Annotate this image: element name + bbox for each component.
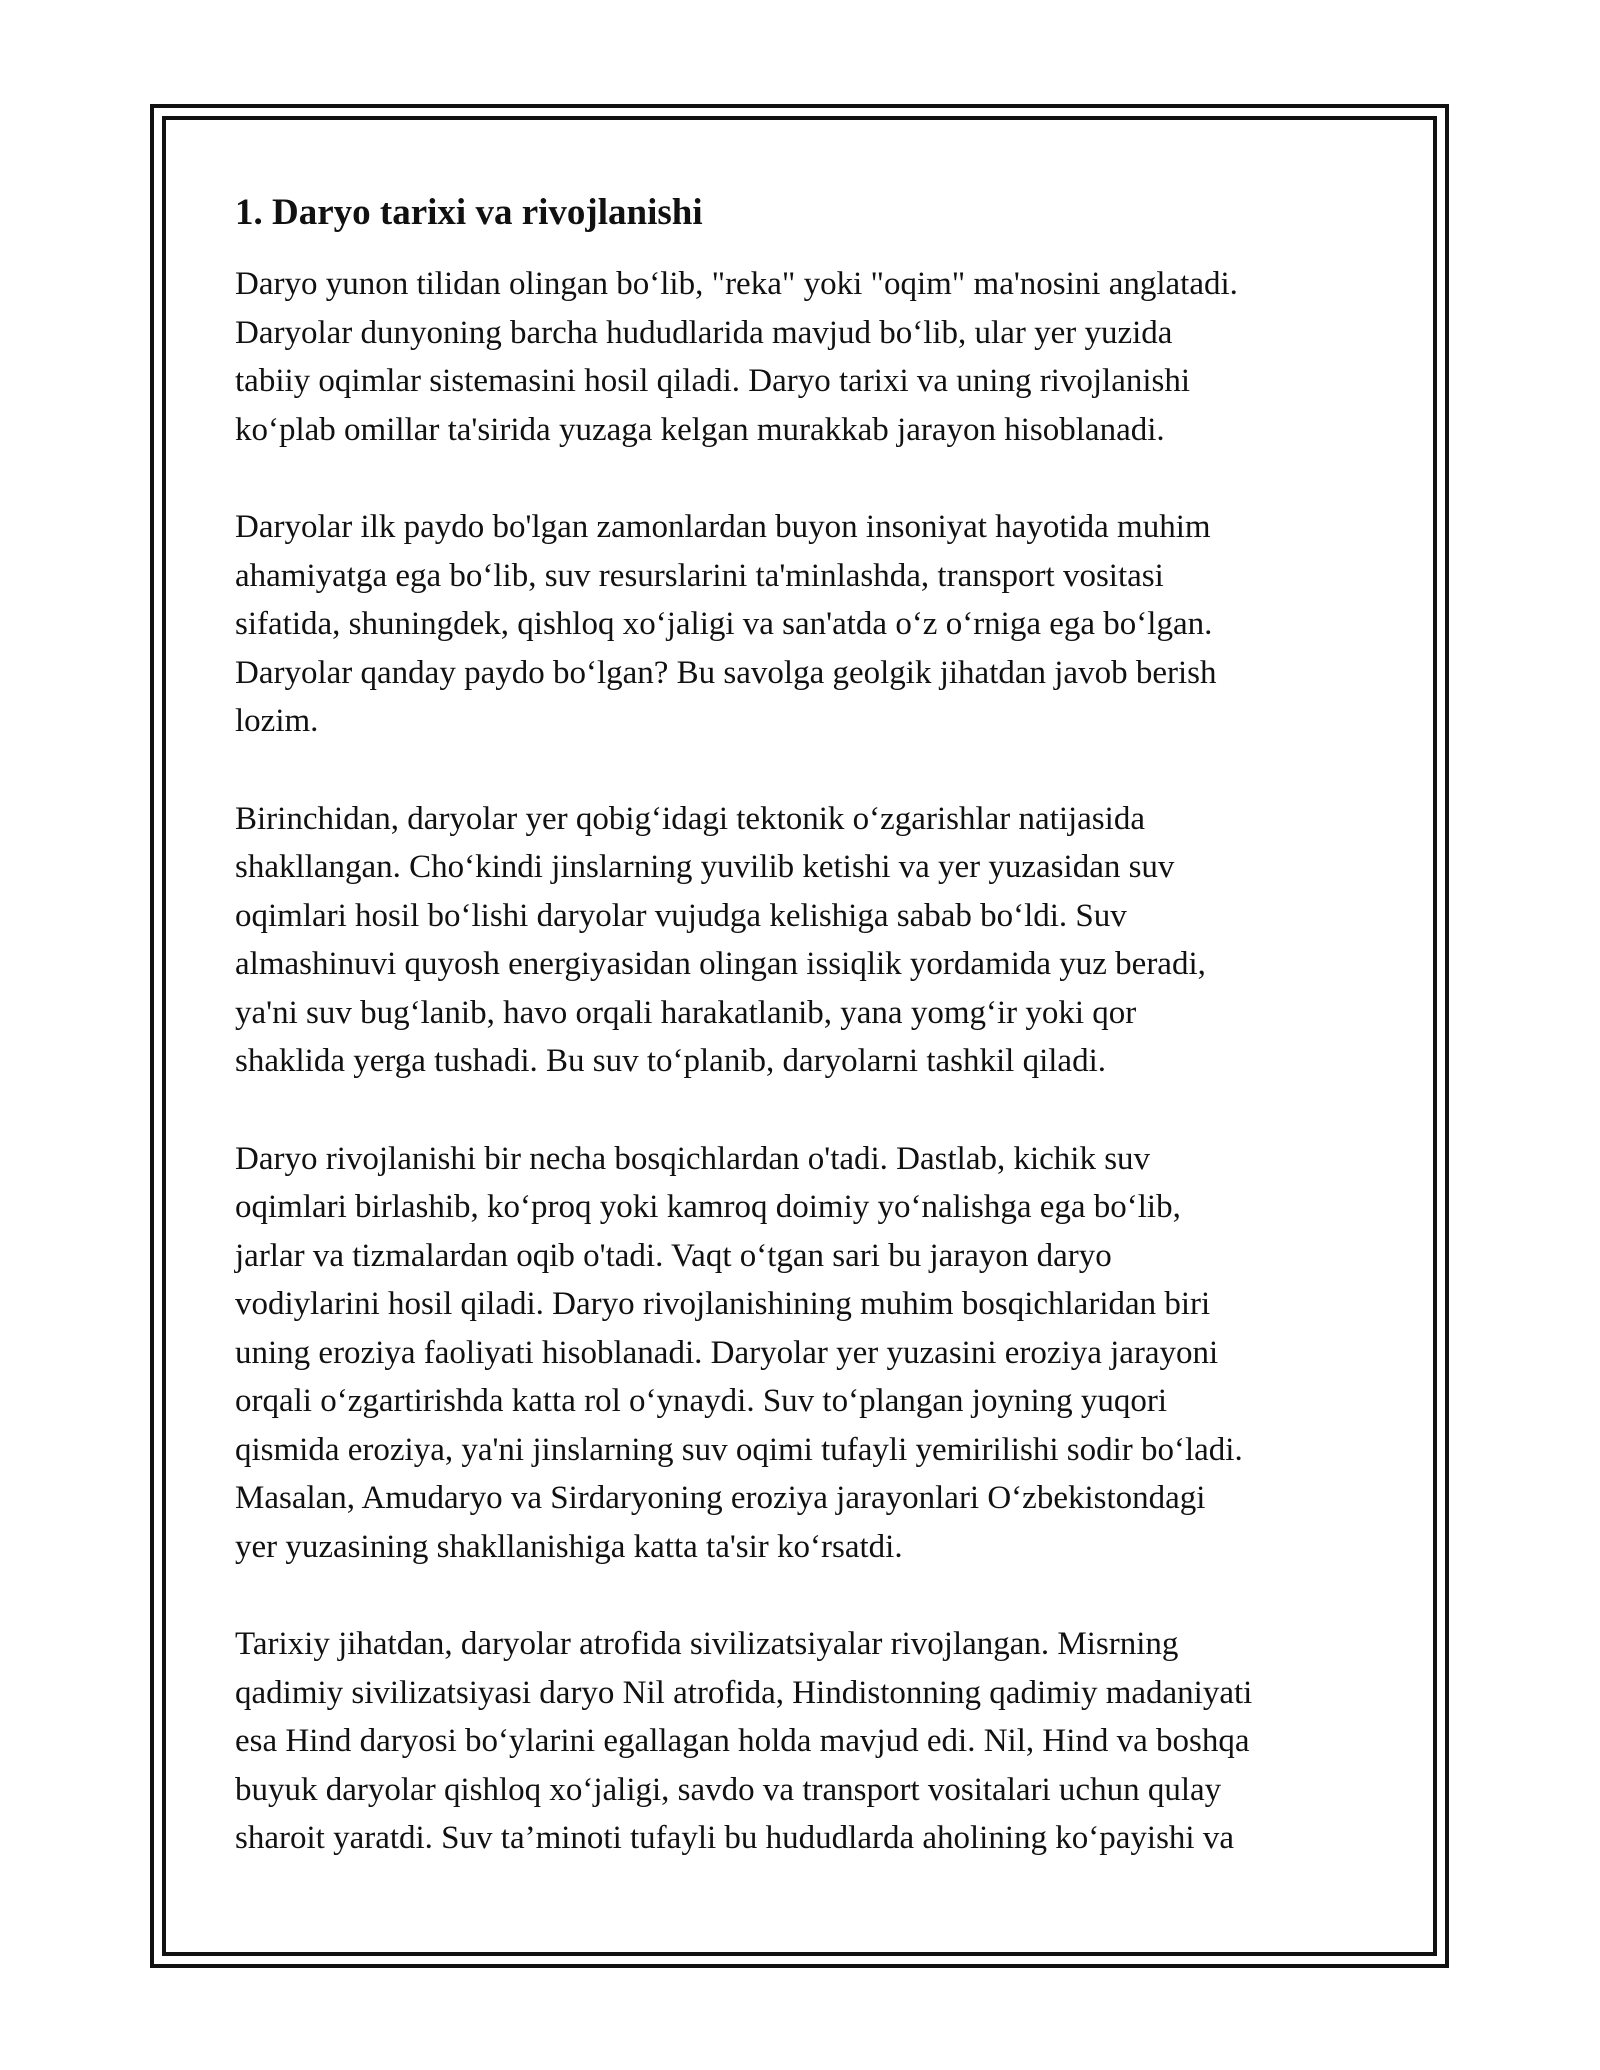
paragraph-line: buyuk daryolar qishloq xo‘jaligi, savdo va transport vositalari uchun qulay <box>235 1771 1222 1808</box>
paragraph-line: Daryo rivojlanishi bir necha bosqichlardan o'tadi. Dastlab, kichik suv <box>235 1140 1151 1177</box>
paragraph-line: Tarixiy jihatdan, daryolar atrofida sivilizatsiyalar rivojlangan. Misrning <box>235 1626 1179 1662</box>
paragraph-line: almashinuvi quyosh energiyasidan olingan issiqlik yordamida yuz beradi, <box>235 946 1206 982</box>
paragraph-line: Daryolar ilk paydo bo'lgan zamonlardan buyon insoniyat hayotida muhim <box>235 509 1211 545</box>
paragraph-line: esa Hind daryosi bo‘ylarini egallagan holda mavjud edi. Nil, Hind va boshqa <box>235 1723 1250 1759</box>
paragraph-1 <box>235 260 1385 454</box>
document-body <box>235 188 1385 1912</box>
paragraph-line: qadimiy sivilizatsiyasi daryo Nil atrofida, Hindistonning qadimiy madaniyati <box>235 1674 1253 1711</box>
paragraph-line: Birinchidan, daryolar yer qobig‘idagi tektonik o‘zgarishlar natijasida <box>235 800 1145 837</box>
paragraph-4 <box>235 1135 1385 1572</box>
paragraph-line: shaklida yerga tushadi. Bu suv to‘planib, daryolarni tashkil qiladi. <box>235 1043 1106 1079</box>
paragraph-line: sifatida, shuningdek, qishloq xo‘jaligi va san'atda o‘z o‘rniga ega bo‘lgan. <box>235 606 1213 642</box>
paragraph-3 <box>235 795 1385 1086</box>
paragraph-line: uning eroziya faoliyati hisoblanadi. Daryolar yer yuzasini eroziya jarayoni <box>235 1334 1219 1371</box>
paragraph-2 <box>235 503 1385 746</box>
paragraph-line: Daryolar dunyoning barcha hududlarida mavjud bo‘lib, ular yer yuzida <box>235 314 1173 351</box>
paragraph-line: orqali o‘zgartirishda katta rol o‘ynaydi. Suv to‘plangan joyning yuqori <box>235 1383 1168 1419</box>
paragraph-line: Masalan, Amudaryo va Sirdaryoning eroziya jarayonlari O‘zbekistondagi <box>235 1480 1206 1516</box>
paragraph-line: jarlar va tizmalardan oqib o'tadi. Vaqt o‘tgan sari bu jarayon daryo <box>235 1237 1112 1274</box>
paragraph-line: ya'ni suv bug‘lanib, havo orqali harakatlanib, yana yomg‘ir yoki qor <box>235 994 1137 1031</box>
paragraph-line: tabiiy oqimlar sistemasini hosil qiladi. Daryo tarixi va uning rivojlanishi <box>235 363 1191 399</box>
paragraph-line: lozim. <box>235 703 319 739</box>
paragraph-5 <box>235 1620 1385 1863</box>
section-heading: 1. Daryo tarixi va rivojlanishi <box>235 192 703 233</box>
paragraph-line: Daryo yunon tilidan olingan bo‘lib, "reka" yoki "oqim" ma'nosini anglatadi. <box>235 266 1238 302</box>
paragraph-line: ahamiyatga ega bo‘lib, suv resurslarini ta'minlashda, transport vositasi <box>235 557 1164 594</box>
paragraph-line: ko‘plab omillar ta'sirida yuzaga kelgan murakkab jarayon hisoblanadi. <box>235 411 1165 448</box>
paragraph-line: Daryolar qanday paydo bo‘lgan? Bu savolga geolgik jihatdan javob berish <box>235 654 1217 691</box>
paragraph-line: oqimlari hosil bo‘lishi daryolar vujudga kelishiga sabab bo‘ldi. Suv <box>235 897 1127 934</box>
paragraph-line: shakllangan. Cho‘kindi jinslarning yuvilib ketishi va yer yuzasidan suv <box>235 849 1175 885</box>
paragraph-line: sharoit yaratdi. Suv ta’minoti tufayli bu hududlarda aholining ko‘payishi va <box>235 1820 1234 1856</box>
paragraph-line: oqimlari birlashib, ko‘proq yoki kamroq doimiy yo‘nalishga ega bo‘lib, <box>235 1189 1181 1225</box>
paragraph-line: qismida eroziya, ya'ni jinslarning suv oqimi tufayli yemirilishi sodir bo‘ladi. <box>235 1431 1243 1468</box>
paragraph-line: yer yuzasining shakllanishiga katta ta'sir ko‘rsatdi. <box>235 1528 903 1565</box>
paragraph-line: vodiylarini hosil qiladi. Daryo rivojlanishining muhim bosqichlaridan biri <box>235 1286 1211 1322</box>
